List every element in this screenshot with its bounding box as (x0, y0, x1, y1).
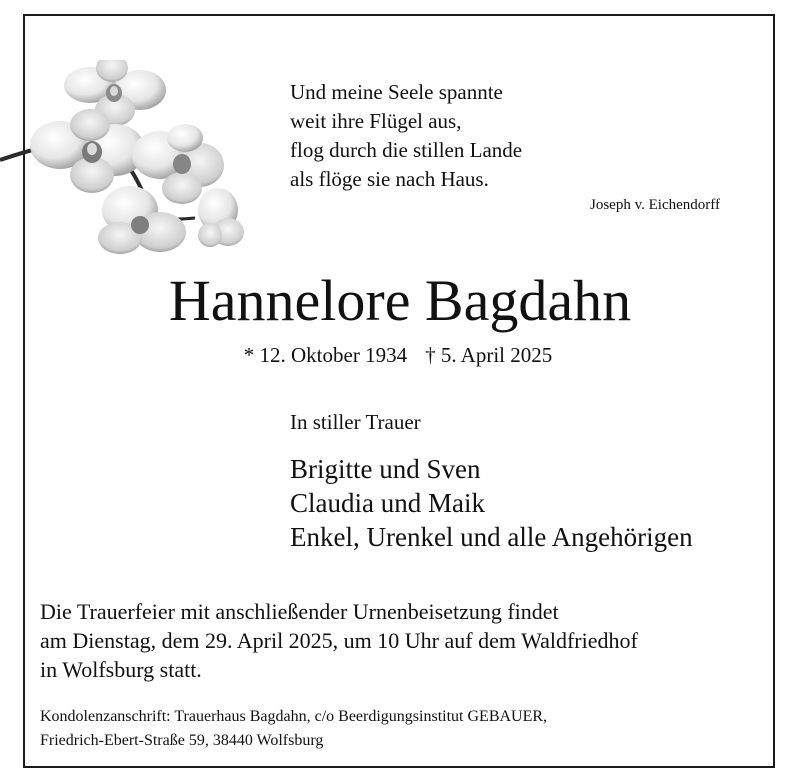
mourner-name: Claudia und Maik (290, 488, 485, 518)
birth-date: * 12. Oktober 1934 (243, 343, 408, 367)
poem-line: flog durch die stillen Lande (290, 138, 523, 162)
poem (290, 78, 522, 194)
address-line: Friedrich-Ebert-Straße 59, 38440 Wolfsburg (40, 732, 324, 749)
death-date: † 5. April 2025 (425, 343, 553, 367)
ceremony-line: am Dienstag, dem 29. April 2025, um 10 Uhr auf dem Waldfriedhof (40, 628, 638, 653)
condolence-address (40, 705, 547, 753)
mourner-name: Enkel, Urenkel und alle Angehörigen (290, 522, 693, 552)
ceremony-line: in Wolfsburg statt. (40, 657, 202, 682)
orchid-icon (0, 60, 250, 255)
ceremony-info (40, 597, 638, 684)
poem-author: Joseph v. Eichendorff (590, 197, 720, 213)
life-dates (0, 343, 796, 368)
mourner-name: Brigitte und Sven (290, 454, 481, 484)
poem-line: als flöge sie nach Haus. (290, 167, 489, 191)
mourning-intro: In stiller Trauer (290, 410, 421, 434)
poem-line: Und meine Seele spannte (290, 80, 503, 104)
mourners-list (290, 452, 693, 554)
deceased-name: Hannelore Bagdahn (168, 268, 632, 333)
address-line: Kondolenzanschrift: Trauerhaus Bagdahn, c/o Beerdigungsinstitut GEBAUER, (40, 708, 548, 725)
poem-line: weit ihre Flügel aus, (290, 109, 462, 133)
ceremony-line: Die Trauerfeier mit anschließender Urnenbeisetzung findet (40, 599, 559, 624)
